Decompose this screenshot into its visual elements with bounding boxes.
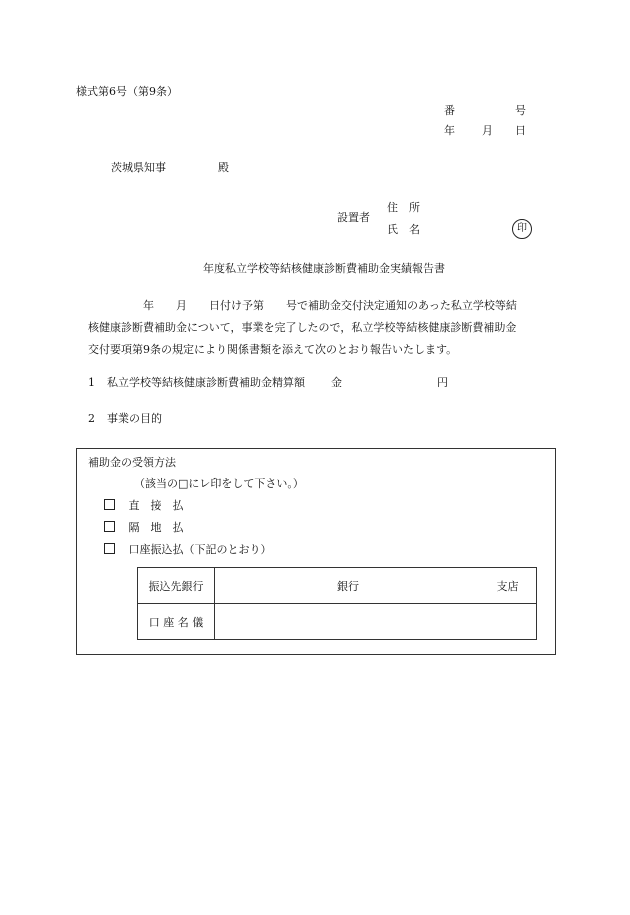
receipt-note: （該当の□にレ印をして下さい。）: [134, 477, 304, 490]
receipt-title: 補助金の受領方法: [88, 456, 176, 469]
checkbox-remote[interactable]: [104, 521, 115, 532]
addressee-title: 茨城県知事: [111, 161, 166, 174]
account-row-label: 口 座 名 儀: [138, 604, 215, 640]
option-transfer[interactable]: [104, 543, 272, 557]
item1-yen: 円: [437, 376, 448, 389]
option-remote-label: 隔 地 払: [128, 521, 184, 534]
body-line-1: 年 月 日付け予第 号で補助金交付決定通知のあった私立学校等結: [88, 299, 517, 312]
bank-row: [138, 568, 537, 604]
item1-number: 1: [88, 376, 95, 389]
date-month: 月: [482, 124, 493, 137]
checkbox-direct[interactable]: [104, 499, 115, 510]
item1-kin: 金: [331, 376, 342, 389]
item1-label: 私立学校等結核健康診断費補助金精算額: [107, 376, 305, 389]
bank-cell[interactable]: [215, 568, 537, 604]
item2-label: 事業の目的: [107, 412, 162, 425]
item2-number: 2: [88, 412, 95, 425]
seal-mark: 印: [512, 219, 532, 239]
body-paragraph: [88, 295, 558, 361]
doc-number-go: 号: [515, 104, 526, 117]
branch-text: 支店: [496, 579, 519, 593]
account-cell[interactable]: [215, 604, 537, 640]
form-number: 様式第6号（第9条）: [76, 85, 178, 98]
option-transfer-label: 口座振込払（下記のとおり）: [128, 543, 272, 556]
option-remote[interactable]: [104, 521, 184, 535]
addressee-honorific: 殿: [218, 161, 229, 174]
option-direct-label: 直 接 払: [128, 499, 184, 512]
option-direct[interactable]: [104, 499, 184, 513]
doc-number-ban: 番: [444, 104, 455, 117]
name-label: 氏 名: [387, 223, 420, 236]
checkbox-transfer[interactable]: [104, 543, 115, 554]
date-day: 日: [515, 124, 526, 137]
bank-row-label: 振込先銀行: [138, 568, 215, 604]
body-line-3: 交付要項第9条の規定により関係書類を添えて次のとおり報告いたします。: [88, 343, 458, 356]
establisher-label: 設置者: [337, 211, 370, 224]
bank-text: 銀行: [337, 579, 359, 593]
address-label: 住 所: [387, 201, 420, 214]
document-title: 年度私立学校等結核健康診断費補助金実績報告書: [203, 262, 445, 275]
body-line-2: 核健康診断費補助金について，事業を完了したので，私立学校等結核健康診断費補助金: [88, 321, 517, 334]
account-row: [138, 604, 537, 640]
bank-table: [137, 567, 537, 640]
date-year: 年: [444, 124, 455, 137]
